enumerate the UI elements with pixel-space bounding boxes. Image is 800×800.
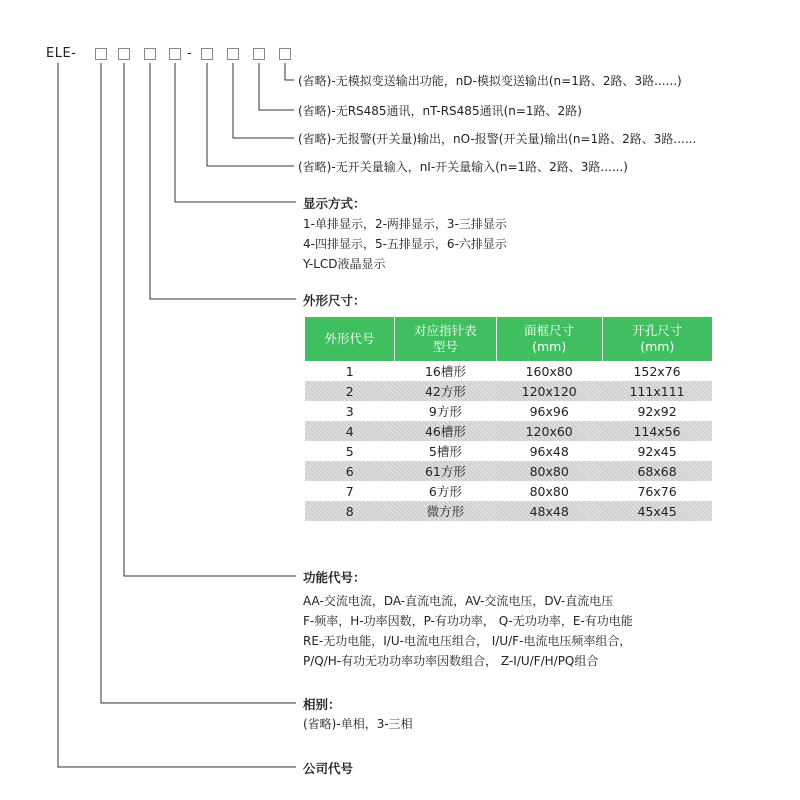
company-code-title: 公司代号 bbox=[303, 761, 354, 776]
cell-shape-code: 8 bbox=[305, 501, 395, 521]
cell-cutout-size: 152x76 bbox=[633, 363, 681, 379]
cell-cutout-size: 114x56 bbox=[602, 421, 712, 441]
code-box-shape bbox=[144, 48, 156, 60]
cell-pointer-model: 46槽形 bbox=[395, 421, 497, 441]
cell-pointer-model: 9方形 bbox=[428, 404, 462, 419]
cell-cutout-size: 92x45 bbox=[637, 443, 677, 459]
code-box-display bbox=[169, 48, 181, 60]
function-line: RE-无功电能，I/U-电流电压组合， I/U/F-电流电压频率组合， bbox=[303, 634, 632, 648]
cell-frame-size: 120x60 bbox=[496, 421, 602, 441]
model-code-prefix: ELE- bbox=[46, 46, 77, 61]
table-row bbox=[305, 441, 712, 461]
code-box-analog bbox=[279, 48, 291, 60]
table-row bbox=[305, 421, 712, 441]
display-line: Y-LCD液晶显示 bbox=[303, 257, 386, 271]
cell-pointer-model: 微方形 bbox=[395, 501, 497, 521]
cell-pointer-model: 16槽形 bbox=[424, 364, 466, 379]
cell-pointer-model: 61方形 bbox=[395, 461, 497, 481]
cell-cutout-size: 68x68 bbox=[602, 461, 712, 481]
header-frame-size: 面框尺寸 (mm) bbox=[496, 317, 602, 361]
shape-title: 外形尺寸： bbox=[303, 293, 366, 308]
cell-cutout-size: 92x92 bbox=[637, 403, 677, 419]
cell-cutout-size: 76x76 bbox=[637, 483, 677, 499]
cell-pointer-model: 42方形 bbox=[395, 381, 497, 401]
code-box-rs485 bbox=[253, 48, 265, 60]
connector-company bbox=[58, 63, 296, 767]
function-line: F-频率，H-功率因数，P-有功功率， Q-无功功率，E-有功电能 bbox=[303, 614, 633, 628]
cell-pointer-model: 5槽形 bbox=[428, 444, 462, 459]
shape-size-table bbox=[305, 317, 712, 521]
code-separator: - bbox=[187, 46, 192, 61]
phase-title: 相别： bbox=[303, 697, 341, 712]
header-pointer-model: 对应指针表 型号 bbox=[395, 317, 497, 361]
cell-frame-size: 80x80 bbox=[529, 483, 569, 499]
code-box-alarm bbox=[227, 48, 239, 60]
cell-frame-size: 96x96 bbox=[529, 403, 569, 419]
table-row bbox=[305, 461, 712, 481]
cell-shape-code: 1 bbox=[345, 363, 354, 379]
connector-display bbox=[175, 63, 296, 202]
phase-line: (省略)-单相，3-三相 bbox=[303, 717, 413, 731]
connector-rs485 bbox=[259, 63, 294, 110]
code-box-function bbox=[118, 48, 130, 60]
table-row bbox=[305, 401, 712, 421]
connector-switch-input bbox=[207, 63, 294, 166]
cell-frame-size: 120x120 bbox=[496, 381, 602, 401]
cell-pointer-model: 6方形 bbox=[428, 484, 462, 499]
cell-shape-code: 5 bbox=[345, 443, 354, 459]
table-row bbox=[305, 501, 712, 521]
cell-shape-code: 4 bbox=[305, 421, 395, 441]
cell-cutout-size: 111x111 bbox=[602, 381, 712, 401]
cell-shape-code: 3 bbox=[345, 403, 354, 419]
display-line: 1-单排显示，2-两排显示，3-三排显示 bbox=[303, 217, 507, 231]
rs485-option: (省略)-无RS485通讯，nT-RS485通讯(n=1路、2路) bbox=[298, 104, 582, 118]
function-line: P/Q/H-有功无功功率功率因数组合， Z-I/U/F/H/PQ组合 bbox=[303, 654, 599, 668]
analog-output-option: (省略)-无模拟变送输出功能，nD-模拟变送输出(n=1路、2路、3路......) bbox=[298, 74, 682, 88]
table-row bbox=[305, 381, 712, 401]
function-title: 功能代号： bbox=[303, 570, 366, 585]
cell-frame-size: 48x48 bbox=[496, 501, 602, 521]
connector-analog bbox=[285, 63, 294, 80]
cell-cutout-size: 45x45 bbox=[602, 501, 712, 521]
connector-shape bbox=[150, 63, 296, 299]
cell-frame-size: 96x48 bbox=[529, 443, 569, 459]
code-box-switch-input bbox=[201, 48, 213, 60]
table-row bbox=[305, 361, 712, 381]
code-box-phase bbox=[95, 48, 107, 60]
cell-frame-size: 80x80 bbox=[496, 461, 602, 481]
cell-shape-code: 2 bbox=[305, 381, 395, 401]
header-cutout-size: 开孔尺寸 (mm) bbox=[602, 317, 712, 361]
table-row bbox=[305, 481, 712, 501]
cell-frame-size: 160x80 bbox=[525, 363, 573, 379]
display-title: 显示方式： bbox=[303, 196, 366, 211]
switch-input-option: (省略)-无开关量输入，nI-开关量输入(n=1路、2路、3路......) bbox=[298, 160, 628, 174]
alarm-output-option: (省略)-无报警(开关量)输出，nO-报警(开关量)输出(n=1路、2路、3路...... bbox=[298, 132, 697, 146]
cell-shape-code: 6 bbox=[305, 461, 395, 481]
header-shape-code: 外形代号 bbox=[305, 317, 395, 361]
connector-phase bbox=[101, 63, 296, 703]
function-line: AA-交流电流，DA-直流电流，AV-交流电压，DV-直流电压 bbox=[303, 594, 614, 608]
table-header-row bbox=[305, 317, 712, 361]
display-line: 4-四排显示，5-五排显示，6-六排显示 bbox=[303, 237, 507, 251]
cell-shape-code: 7 bbox=[345, 483, 354, 499]
